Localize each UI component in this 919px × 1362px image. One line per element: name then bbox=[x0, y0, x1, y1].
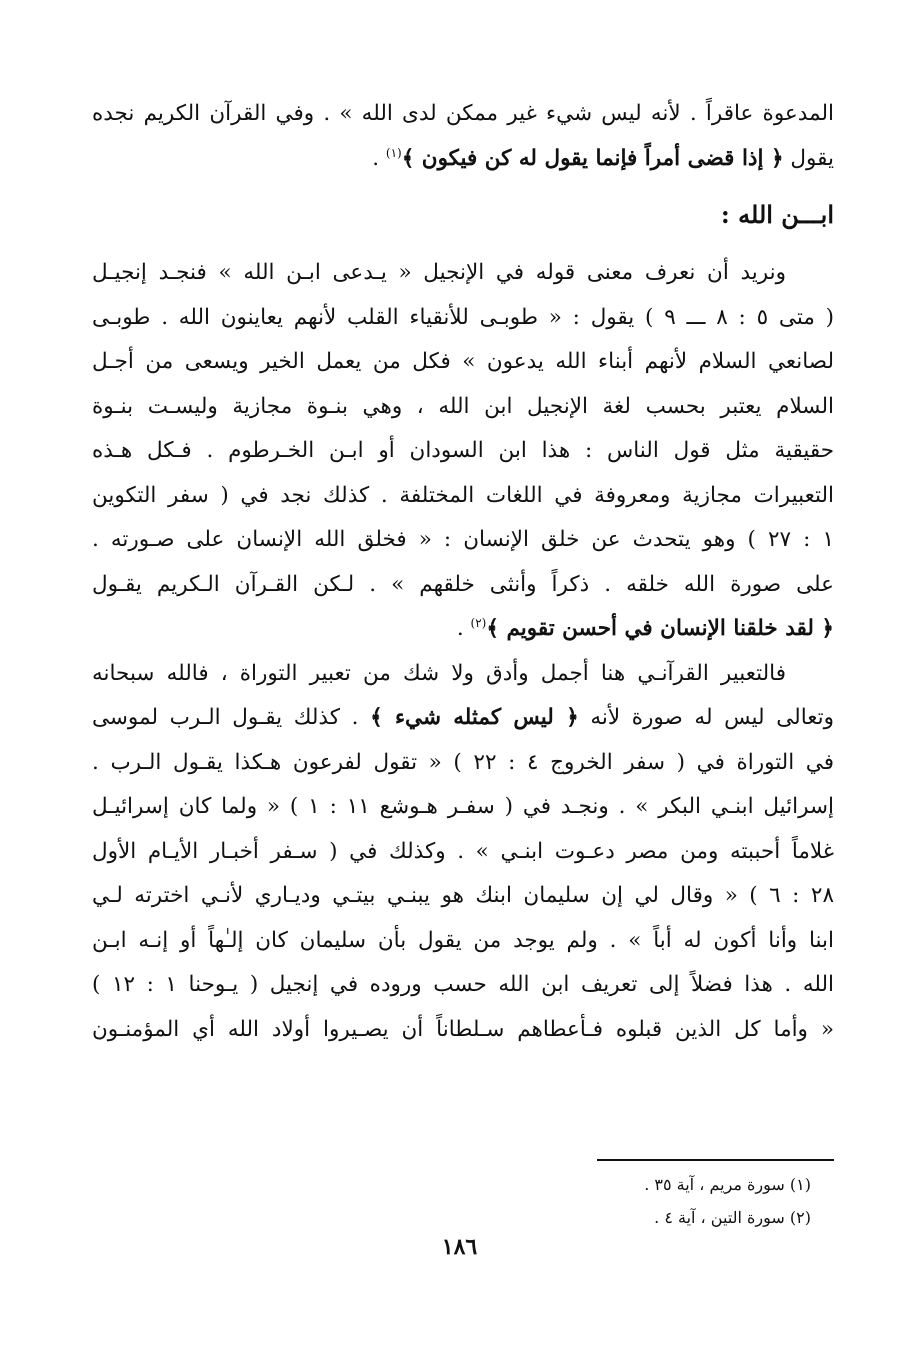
footnote-marker: (٢) bbox=[470, 615, 487, 630]
quran-quote: ﴿ لقد خلقنا الإنسان في أحسن تقويم ﴾ bbox=[486, 616, 834, 641]
text-line: التعبيرات مجازية ومعروفة في اللغات المختلفة . كذلك نجد في ( سفر التكوين bbox=[92, 482, 834, 508]
section-heading: ابـــن الله : bbox=[720, 200, 834, 229]
text-segment: وتعالى ليس له صورة لأنه bbox=[578, 705, 834, 730]
text-segment: . كذلك يقـول الـرب لموسى bbox=[92, 705, 371, 730]
footnote-marker: (١) bbox=[385, 145, 402, 160]
paragraph-2 bbox=[92, 251, 834, 652]
footnote-2: (٢) سورة التين ، آية ٤ . bbox=[654, 1208, 811, 1227]
paragraph-1 bbox=[92, 92, 834, 181]
paragraph-3 bbox=[92, 652, 834, 1053]
text-line: لصانعي السلام لأنهم أبناء الله يدعون » فكل من يعمل الخير ويسعى من أجـل bbox=[92, 349, 834, 374]
footnote-1: (١) سورة مريم ، آية ٣٥ . bbox=[644, 1175, 811, 1194]
page-number: ١٨٦ bbox=[441, 1234, 478, 1260]
quran-quote: ﴿ ليس كمثله شيء ﴾ bbox=[370, 705, 579, 730]
text-line: حقيقية مثل قول الناس : هذا ابن السودان أو ابـن الخـرطوم . فـكل هـذه bbox=[92, 438, 834, 463]
footnotes bbox=[644, 1168, 811, 1234]
text-line: السلام يعتبر بحسب لغة الإنجيل ابن الله ، وهي بنـوة مجازية وليسـت بنـوة bbox=[92, 393, 834, 419]
text-line: على صورة الله خلقه . ذكراً وأنثى خلقهم » . لـكن القـرآن الـكريم يقـول bbox=[92, 571, 834, 597]
text-segment: . bbox=[456, 616, 471, 641]
text-line: « وأما كل الذين قبلوه فـأعطاهم سـلطاناً أن يصـيروا أولاد الله أي المؤمنـون bbox=[92, 1016, 834, 1042]
text-line bbox=[92, 137, 834, 182]
footnote-divider bbox=[597, 1159, 834, 1161]
text-line: ( متى ٥ : ٨ ـــ ٩ ) يقول : « طوبـى للأنقياء القلب لأنهم يعاينون الله . طوبـى bbox=[92, 304, 834, 330]
text-line: فالتعبير القرآنـي هنا أجمل وأدق ولا شك من تعبير التوراة ، فالله سبحانه bbox=[92, 660, 786, 686]
text-line: المدعوة عاقراً . لأنه ليس شيء غير ممكن لدى الله » . وفي القرآن الكريم نجده bbox=[92, 101, 834, 126]
text-line bbox=[92, 696, 834, 741]
quran-quote: ﴿ إذا قضى أمراً فإنما يقول له كن فيكون ﴾ bbox=[401, 145, 784, 171]
text-line: غلاماً أحببته ومن مصر دعـوت ابنـي » . وكذلك في ( سـفر أخبـار الأيـام الأول bbox=[92, 838, 834, 864]
text-segment: . bbox=[372, 145, 386, 171]
text-line: ٢٨ : ٦ ) « وقال لي إن سليمان ابنك هو يبنـي بيتـي وديـاري لأنـي اخترته لـي bbox=[92, 883, 834, 908]
text-line: ابنا وأنا أكون له أباً » . ولم يوجد من يقول بأن سليمان كان إلـٰهاً أو إنـه ابـن bbox=[92, 927, 834, 953]
text-segment: يقول bbox=[783, 145, 834, 171]
text-line: الله . هذا فضلاً إلى تعريف ابن الله حسب وروده في إنجيل ( يـوحنا ١ : ١٢ ) bbox=[92, 972, 834, 997]
text-line bbox=[92, 607, 834, 652]
text-line: ١ : ٢٧ ) وهو يتحدث عن خلق الإنسان : « فخلق الله الإنسان على صـورته . bbox=[92, 527, 834, 552]
text-line: ونريد أن نعرف معنى قوله في الإنجيل « يـدعى ابـن الله » فنجـد إنجيـل bbox=[92, 260, 786, 285]
text-line: إسرائيل ابنـي البكر » . ونجـد في ( سفـر هـوشع ١١ : ١ ) « ولما كان إسرائيـل bbox=[92, 794, 834, 819]
text-line: في التوراة في ( سفر الخروج ٤ : ٢٢ ) « تقول لفرعون هـكذا يقـول الـرب . bbox=[92, 749, 834, 775]
